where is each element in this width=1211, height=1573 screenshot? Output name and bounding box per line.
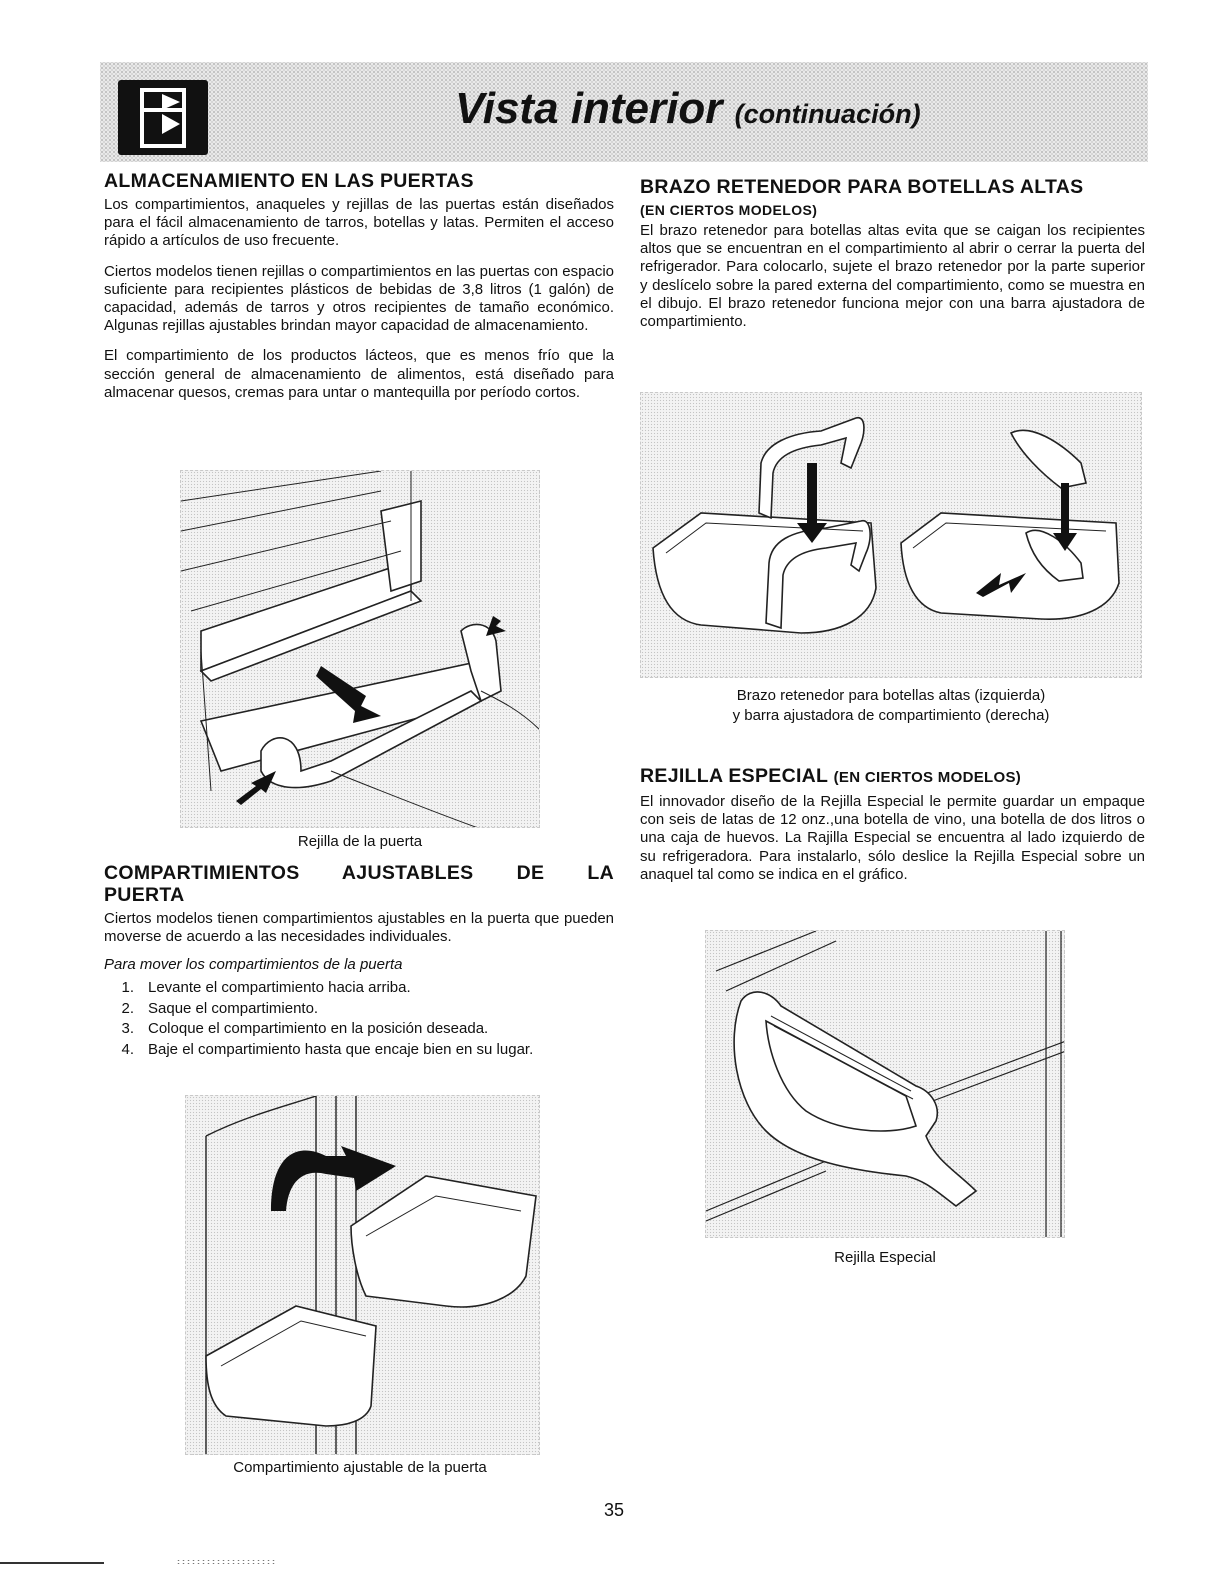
special-rack-paragraph: El innovador diseño de la Rejilla Especial le permite guardar un empaque con seis de latas de 12 onz.,una botella de vino, una botella de dos litros o una caja de huevos. La Rajilla Especial se encuentra al lado izquierdo de su refrigeradora. Para instalarlo, sólo deslice la Rejilla Especial sobre un anaquel tal como se indica en el gráfico.: [640, 793, 1145, 883]
page-number: 35: [603, 1500, 625, 1520]
adjustable-bins-section: [104, 862, 614, 1060]
special-rack-figure: [705, 930, 1065, 1238]
special-rack-section: [640, 765, 1145, 884]
step-text: Coloque el compartimiento en la posición deseada.: [148, 1020, 489, 1038]
bottle-retainer-subheading: (EN CIERTOS MODELOS): [640, 202, 818, 218]
door-storage-paragraph-2: Ciertos modelos tienen rejillas o compartimientos en las puertas con espacio suficiente para recipientes plásticos de bebidas de 3,8 litros (1 galón) de capacidad, además de tarros y otros recipientes de tamaño económico. Algunas rejillas ajustables brindan mayor capacidad de almacenamiento.: [104, 262, 614, 335]
door-storage-heading: ALMACENAMIENTO EN LAS PUERTAS: [104, 170, 474, 192]
special-rack-heading-suffix: (EN CIERTOS MODELOS): [833, 769, 1022, 786]
special-rack-caption: Rejilla Especial: [834, 1249, 936, 1266]
page-title-main: Vista interior: [455, 84, 723, 133]
left-column: [104, 170, 614, 402]
bottle-retainer-paragraph: El brazo retenedor para botellas altas evita que se caigan los recipientes altos que se encuentran en el compartimiento al abrir o cerrar la puerta del refrigerador. Para colocarlo, sujete el brazo retenedor por la parte superior y deslícelo sobre la pared externa del compartimiento, como se muestra en el dibujo. El brazo retenedor funciona mejor con una barra ajustadora de compartimiento.: [640, 222, 1145, 331]
bottle-retainer-heading: BRAZO RETENEDOR PARA BOTELLAS ALTAS: [640, 176, 1084, 198]
step-text: Levante el compartimiento hacia arriba.: [148, 979, 411, 997]
door-rack-caption: Rejilla de la puerta: [297, 833, 423, 850]
step-item: [104, 978, 614, 999]
step-number: 3.: [121, 1020, 134, 1038]
step-number: 4.: [121, 1040, 134, 1058]
special-rack-heading: [640, 765, 1145, 789]
step-text: Baje el compartimiento hasta que encaje bien en su lugar.: [148, 1040, 534, 1058]
step-number: 2.: [121, 999, 134, 1017]
adjustable-bins-paragraph: Ciertos modelos tienen compartimientos ajustables en la puerta que pueden moverse de acuerdo a las necesidades individuales.: [104, 910, 614, 946]
footer-rule: [0, 1562, 104, 1564]
step-item: [104, 1040, 614, 1061]
refrigerator-icon: [118, 80, 208, 155]
door-storage-paragraph-3: El compartimiento de los productos lácteos, que es menos frío que la sección general de almacenamiento de alimentos, está diseñado para almacenar quesos, cremas para untar o mantequilla por período cortos.: [104, 347, 614, 401]
footer-mark: [176, 1559, 276, 1565]
door-storage-paragraph-1: Los compartimientos, anaqueles y rejillas de las puertas están diseñados para el fácil almacenamiento de tarros, botellas y latas. Permiten el acceso rápido a artículos de uso frecuente.: [104, 196, 614, 250]
special-rack-heading-main: REJILLA ESPECIAL: [640, 765, 828, 787]
step-item: [104, 1019, 614, 1040]
adjustable-bins-heading-line1: COMPARTIMIENTOS AJUSTABLES DE LA: [104, 862, 614, 884]
step-text: Saque el compartimiento.: [148, 999, 319, 1017]
bottle-retainer-caption-line2: y barra ajustadora de compartimiento (derecha): [732, 707, 1050, 724]
bottle-retainer-caption: [640, 686, 1142, 726]
bottle-retainer-figure: [640, 392, 1142, 678]
steps-list: [104, 978, 614, 1060]
right-column: [640, 176, 1145, 331]
steps-heading: Para mover los compartimientos de la puerta: [104, 956, 403, 974]
page-title: [455, 84, 921, 134]
page-title-subtitle: (continuación): [734, 99, 921, 129]
step-number: 1.: [121, 979, 134, 997]
adjustable-bin-figure: [185, 1095, 540, 1455]
adjustable-bin-caption: Compartimiento ajustable de la puerta: [233, 1459, 487, 1476]
door-rack-figure: [180, 470, 540, 828]
bottle-retainer-caption-line1: Brazo retenedor para botellas altas (izquierda): [736, 687, 1046, 704]
adjustable-bins-heading-line2: PUERTA: [104, 884, 185, 906]
step-item: [104, 999, 614, 1020]
